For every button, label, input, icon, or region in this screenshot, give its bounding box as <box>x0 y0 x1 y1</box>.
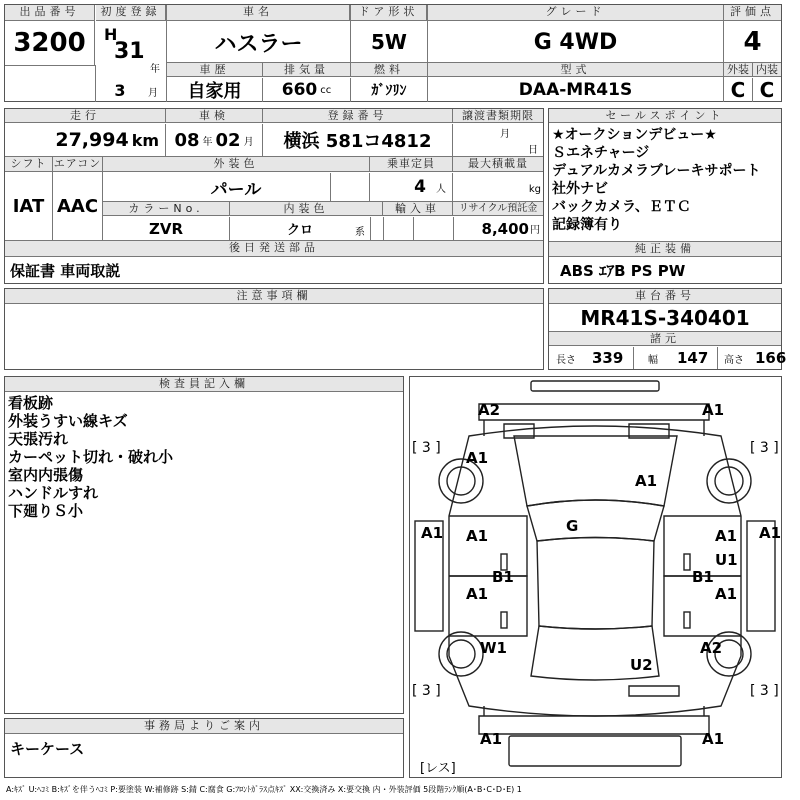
max-load-unit: kg <box>528 183 541 195</box>
length: 339 <box>592 349 624 367</box>
displacement-cell <box>263 78 351 102</box>
mark-g-glass: G <box>566 517 579 535</box>
length-label: 長さ <box>556 354 576 366</box>
color: パール <box>103 173 370 201</box>
plate-header: 登録番号 <box>263 109 453 123</box>
era: H <box>104 24 118 44</box>
color-no-header: カラーNo. <box>103 202 230 216</box>
legend: A:ｷｽﾞ U:ﾍｺﾐ B:ｷｽﾞを伴うﾍｺﾐ P:要塗装 W:補修跡 S:錆 C:腐食 G:ﾌﾛﾝﾄｶﾞﾗｽ点ｷｽﾞ XX:交換済み X:要交換 内・外装評価 5段階ﾗﾝｸ順(A･B･C･D･E) 1 <box>6 784 522 794</box>
mark-a2-front: A2 <box>478 401 501 419</box>
later-parts-header: 後日発送部品 <box>5 241 543 257</box>
inspector-note: 看板跡 <box>8 394 54 412</box>
height-label: 高さ <box>724 354 744 366</box>
color-no: ZVR <box>103 217 230 240</box>
door: 5W <box>371 30 407 54</box>
transfer-day-unit: 日 <box>528 144 538 156</box>
inspector-header: 検査員記入欄 <box>5 377 403 392</box>
exterior-score: C <box>724 78 753 102</box>
grade: G 4WD <box>533 29 618 55</box>
ac-header: エアコン <box>53 157 102 170</box>
mark-three-front-left: [ 3 ] <box>412 440 441 456</box>
lot-no-header: 出品番号 <box>5 5 95 21</box>
sales-point: デュアルカメラブレーキサポート <box>552 163 761 179</box>
month-unit: 月 <box>148 87 158 99</box>
ac: AAC <box>53 172 103 240</box>
height: 166 <box>755 349 787 367</box>
mileage-unit: km <box>131 130 159 150</box>
inspector-note: 外装うすい線キズ <box>8 412 128 430</box>
width-label: 幅 <box>648 354 658 366</box>
transfer-header: 譲渡書類期限 <box>453 109 543 123</box>
sales-header: セールスポイント <box>549 109 781 123</box>
mark-a1-side-right: A1 <box>759 524 782 542</box>
exterior-header: 外装 <box>724 63 753 77</box>
mileage-cell <box>5 124 166 156</box>
caution-header: 注意事項欄 <box>5 289 543 304</box>
model-header: 型式 <box>428 63 723 77</box>
mark-a1-fender-left: A1 <box>466 449 489 467</box>
sales-point: Ｓエネチャージ <box>552 145 650 161</box>
capacity: 4 <box>414 177 426 197</box>
door-header: ドア形状 <box>351 5 427 21</box>
displacement-header: 排気量 <box>263 63 351 77</box>
inspection-header: 車検 <box>166 109 263 123</box>
car-name-header: 車名 <box>167 5 350 21</box>
interior-score: C <box>759 78 775 102</box>
interior-color-unit: 系 <box>355 226 365 238</box>
mark-a1-side-left: A1 <box>421 524 444 542</box>
lot-no: 3200 <box>5 21 95 65</box>
sales-point: ★オークションデビュー★ <box>552 127 717 143</box>
capacity-cell <box>370 173 453 201</box>
sales-point: 社外ナビ <box>552 181 608 197</box>
year-unit: 年 <box>150 63 160 75</box>
first-reg-header: 初度登録 <box>96 5 166 21</box>
capacity-header: 乗車定員 <box>370 157 453 172</box>
shift-header: シフト <box>5 157 53 172</box>
interior-color: クロ <box>286 223 313 238</box>
transfer-month-unit: 月 <box>500 128 510 140</box>
first-reg-month: 3 <box>114 80 126 100</box>
width: 147 <box>677 349 709 367</box>
import-header: 輸入車 <box>383 202 453 216</box>
model: DAA-MR41S <box>518 80 633 100</box>
inspection-month: 02 <box>215 129 241 151</box>
interior-header: 内装 <box>753 63 781 77</box>
mark-three-rear-left: [ 3 ] <box>412 683 441 699</box>
inspector-note: 室内内張傷 <box>8 466 84 484</box>
sales-point: 記録簿有り <box>552 217 622 233</box>
displacement-unit: cc <box>320 84 332 96</box>
mark-a2-rear-right: A2 <box>700 639 723 657</box>
grade-header: グレード <box>428 5 723 21</box>
inspector-note: 天張汚れ <box>8 430 69 448</box>
mileage-header: 走行 <box>5 109 166 123</box>
interior-color-header: 内装色 <box>230 202 383 216</box>
recycle: 8,400 <box>481 219 529 238</box>
equipment: ABS ｴｱB PS PW <box>560 261 686 280</box>
chassis-number: MR41S-340401 <box>580 306 750 330</box>
recycle-unit: 円 <box>530 225 540 236</box>
history: 自家用 <box>167 78 263 102</box>
later-parts: 保証書 車両取説 <box>10 261 121 280</box>
mark-a1-door-front-left: A1 <box>466 527 489 545</box>
mark-a1-front-right: A1 <box>702 401 725 419</box>
inspection-month-unit: 月 <box>243 136 254 148</box>
mark-three-rear-right: [ 3 ] <box>750 683 779 699</box>
car-diagram <box>409 376 782 778</box>
color-header: 外装色 <box>103 157 370 172</box>
recycle-header: リサイクル預託金 <box>453 202 543 216</box>
specs-header: 諸元 <box>549 331 781 346</box>
capacity-unit: 人 <box>436 183 446 195</box>
mark-a1-rear-left: A1 <box>480 730 503 748</box>
mark-w1: W1 <box>480 639 507 657</box>
plate: 横浜 581コ4812 <box>263 124 453 156</box>
sales-point: バックカメラ、ＥＴＣ <box>552 199 691 215</box>
equipment-header: 純正装備 <box>549 241 781 257</box>
inspection-cell <box>166 124 263 156</box>
mark-u2: U2 <box>630 656 653 674</box>
max-load-header: 最大積載量 <box>453 157 543 172</box>
mark-a1-door-front-right: A1 <box>715 527 738 545</box>
mark-u1: U1 <box>715 551 738 569</box>
mark-less: [レス] <box>420 760 456 776</box>
score: 4 <box>743 27 762 57</box>
fuel: ｶﾞｿﾘﾝ <box>371 83 407 99</box>
sales-points <box>552 126 780 234</box>
mark-a1-hood: A1 <box>635 472 658 490</box>
shift: IAT <box>5 172 53 240</box>
inspector-note: ハンドルすれ <box>8 484 99 502</box>
mark-a1-door-rear-right: A1 <box>715 585 738 603</box>
mileage: 27,994 <box>55 129 129 151</box>
fuel-header: 燃料 <box>351 63 427 77</box>
mark-three-front-right: [ 3 ] <box>750 440 779 456</box>
office-note: キーケース <box>10 739 85 758</box>
mark-a1-door-rear-left: A1 <box>466 585 489 603</box>
inspector-notes <box>8 394 398 520</box>
score-header: 評価点 <box>724 5 781 21</box>
chassis-header: 車台番号 <box>549 289 781 304</box>
office-header: 事務局よりご案内 <box>5 719 403 734</box>
inspection-year: 08 <box>174 129 200 151</box>
mark-a1-rear-right: A1 <box>702 730 725 748</box>
car-name: ハスラー <box>214 31 303 57</box>
inspection-year-unit: 年 <box>202 136 213 148</box>
inspector-note: 下廻りＳ小 <box>8 502 84 520</box>
displacement: 660 <box>281 80 318 100</box>
history-header: 車歴 <box>167 63 263 77</box>
recycle-cell <box>453 217 543 240</box>
first-reg-year: 31 <box>114 38 145 64</box>
mark-b1-right: B1 <box>692 568 714 586</box>
inspector-note: カーペット切れ・破れ小 <box>8 448 174 466</box>
mark-b1-left: B1 <box>492 568 514 586</box>
